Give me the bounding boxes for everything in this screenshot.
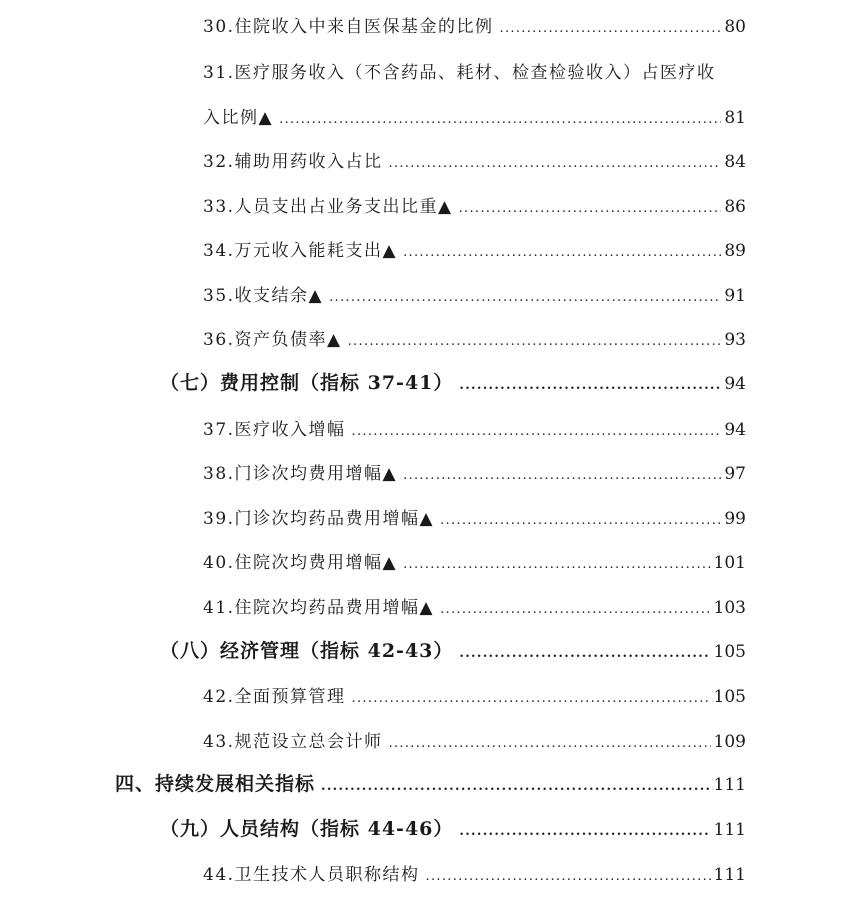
- toc-entry-title: 入比例▲: [203, 108, 274, 128]
- toc-section-title: （八）经济管理（指标 42-43）: [160, 640, 454, 662]
- toc-entry-title: 39.门诊次均药品费用增幅▲: [203, 509, 435, 529]
- toc-entry-title: 38.门诊次均费用增幅▲: [203, 464, 398, 484]
- toc-entry-page: 99: [724, 509, 746, 529]
- toc-entry-title: 34.万元收入能耗支出▲: [203, 241, 398, 261]
- toc-section-title: （九）人员结构（指标 44-46）: [160, 818, 454, 840]
- toc-section-7[interactable]: [160, 368, 746, 395]
- toc-entry-41[interactable]: [203, 593, 746, 618]
- toc-entry-title: 44.卫生技术人员职称结构: [203, 865, 420, 885]
- toc-entry-title: 33.人员支出占业务支出比重▲: [203, 197, 453, 217]
- toc-section-page: 94: [724, 374, 746, 394]
- toc-entry-title: 30.住院收入中来自医保基金的比例: [203, 17, 494, 37]
- dot-leader: [279, 113, 721, 126]
- toc-entry-page: 94: [724, 420, 746, 440]
- toc-entry-44[interactable]: [203, 860, 746, 885]
- toc-entry-page: 89: [724, 241, 746, 261]
- toc-section-page: 111: [713, 820, 746, 840]
- toc-entry-35[interactable]: [203, 281, 746, 306]
- toc-entry-32[interactable]: [203, 147, 746, 172]
- toc-entry-page: 91: [724, 286, 746, 306]
- toc-entry-42[interactable]: [203, 682, 746, 707]
- dot-leader: [329, 291, 721, 304]
- toc-section-8[interactable]: [160, 636, 746, 663]
- dot-leader: [403, 469, 721, 482]
- dot-leader: [389, 737, 711, 750]
- toc-entry-title: 37.医疗收入增幅: [203, 420, 346, 440]
- toc-entry-37[interactable]: [203, 415, 746, 440]
- toc-entry-page: 84: [724, 152, 746, 172]
- toc-section-title: （七）费用控制（指标 37-41）: [160, 372, 454, 394]
- dot-leader: [321, 780, 711, 793]
- toc-entry-40[interactable]: [203, 548, 746, 573]
- toc-entry-34[interactable]: [203, 236, 746, 261]
- dot-leader: [459, 202, 722, 215]
- toc-entry-33[interactable]: [203, 192, 746, 217]
- toc-entry-page: 97: [724, 464, 746, 484]
- toc-entry-title: 43.规范设立总会计师: [203, 732, 383, 752]
- dot-leader: [403, 246, 721, 259]
- toc-entry-page: 81: [724, 108, 746, 128]
- toc-entry-page: 93: [724, 330, 746, 350]
- toc-entry-page: 109: [713, 732, 746, 752]
- dot-leader: [403, 558, 710, 571]
- toc-entry-page: 101: [713, 553, 746, 573]
- dot-leader: [500, 22, 722, 35]
- toc-entry-page: 103: [713, 598, 746, 618]
- toc-entry-title: 35.收支结余▲: [203, 286, 324, 306]
- dot-leader: [352, 425, 722, 438]
- toc-entry-31[interactable]: [203, 103, 746, 128]
- toc-entry-title: 42.全面预算管理: [203, 687, 346, 707]
- toc-entry-36[interactable]: [203, 325, 746, 350]
- toc-entry-43[interactable]: [203, 727, 746, 752]
- toc-entry-title: 36.资产负债率▲: [203, 330, 342, 350]
- dot-leader: [426, 870, 711, 883]
- toc-entry-30[interactable]: [203, 12, 746, 37]
- toc-entry-page: 105: [713, 687, 746, 707]
- toc-part-page: 111: [713, 775, 746, 795]
- dot-leader: [352, 692, 711, 705]
- dot-leader: [459, 379, 721, 392]
- dot-leader: [348, 335, 722, 348]
- toc-entry-38[interactable]: [203, 459, 746, 484]
- toc-entry-title: 40.住院次均费用增幅▲: [203, 553, 398, 573]
- toc-entry-title: 41.住院次均药品费用增幅▲: [203, 598, 435, 618]
- toc-entry-page: 80: [724, 17, 746, 37]
- dot-leader: [459, 825, 710, 838]
- toc-section-page: 105: [713, 642, 746, 662]
- toc-part-title: 四、持续发展相关指标: [115, 773, 316, 795]
- dot-leader: [389, 157, 722, 170]
- toc-entry-page: 86: [724, 197, 746, 217]
- toc-entry-31-first-line[interactable]: 31.医疗服务收入（不含药品、耗材、检查检验收入）占医疗收: [203, 63, 716, 83]
- toc-section-9[interactable]: [160, 814, 746, 841]
- dot-leader: [459, 647, 710, 660]
- dot-leader: [440, 514, 721, 527]
- toc-entry-title: 32.辅助用药收入占比: [203, 152, 383, 172]
- dot-leader: [440, 603, 710, 616]
- toc-part-4[interactable]: [115, 769, 746, 796]
- toc-entry-page: 111: [713, 865, 746, 885]
- toc-entry-39[interactable]: [203, 504, 746, 529]
